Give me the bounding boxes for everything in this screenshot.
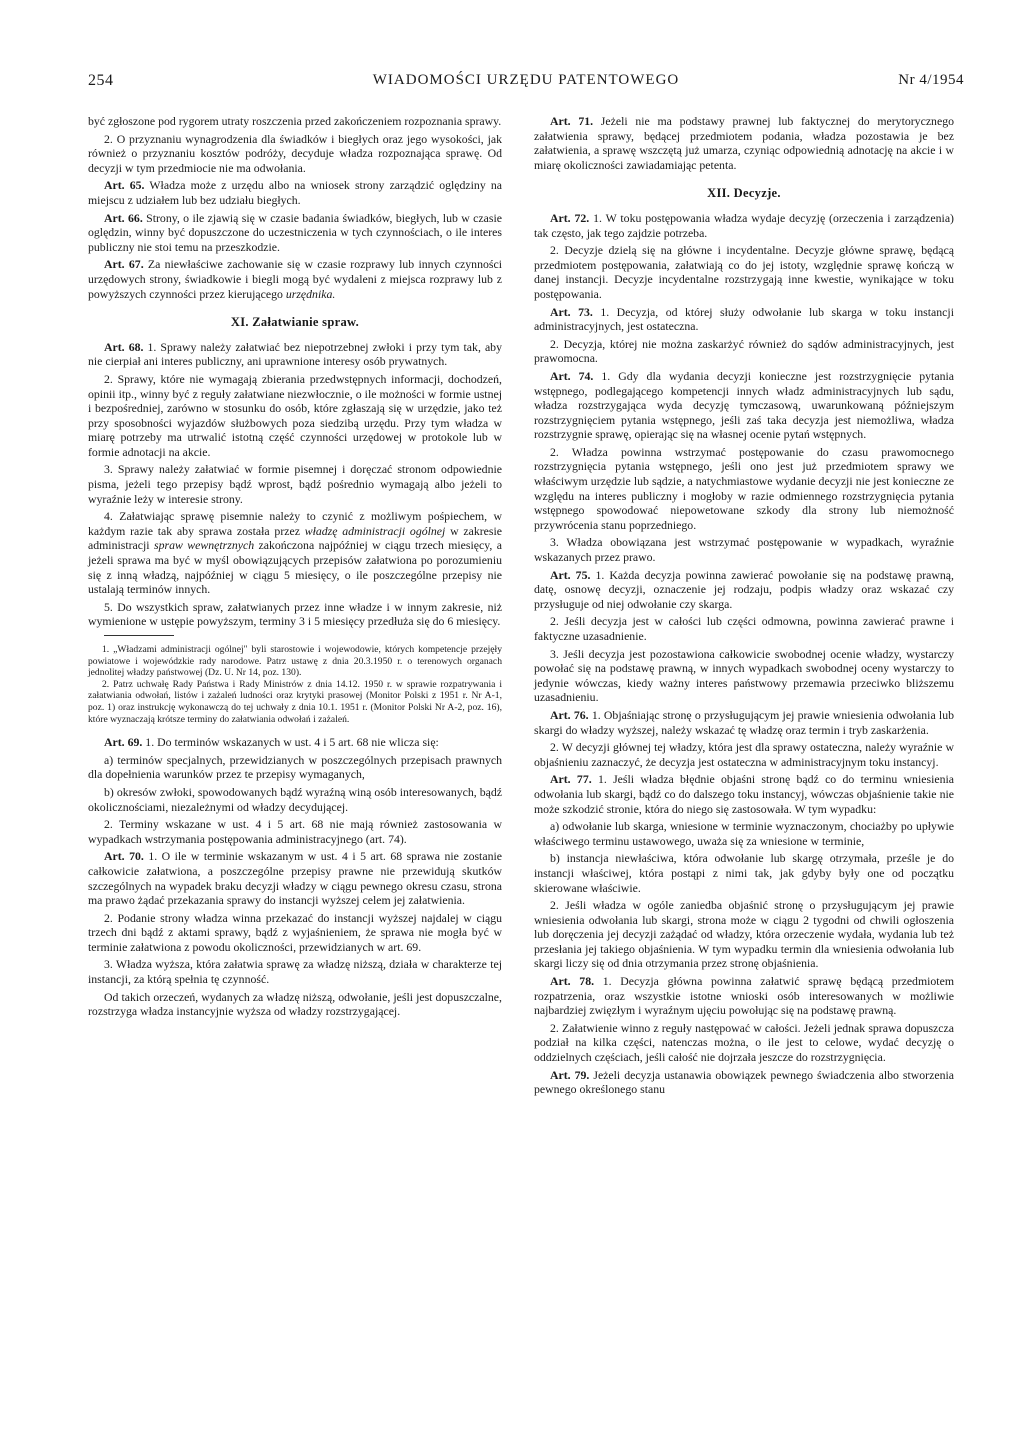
article-68 — [88, 340, 502, 369]
article-label: Art. 68. — [104, 339, 144, 354]
page-number: 254 — [88, 72, 114, 89]
article-label: Art. 75. — [550, 567, 591, 582]
article-text: 1. Każda decyzja powinna zawierać powołanie się na podstawę prawną, datę, osnowę decyzji, oznaczenie jej rodzaju, podpis władzy oraz wskazać czy przysługuje od niej odwołanie czy skarga. — [534, 567, 954, 611]
list-item: b) instancja niewłaściwa, która odwołanie lub skargę otrzymała, prześle je do instancji właściwej, która postąpi z nimi tak, jak gdyby były one od początku skierowane właściwie. — [534, 851, 954, 895]
article-label: Art. 77. — [550, 772, 592, 787]
section-heading-xi: XI. Załatwianie spraw. — [230, 315, 360, 330]
paragraph: 2. Terminy wskazane w ust. 4 i 5 art. 68 nie mają również zastosowania w wypadkach wstrzymania postępowania administracyjnego (art. 74). — [88, 817, 502, 846]
article-text: 1. Gdy dla wydania decyzji konieczne jest rozstrzygnięcie pytania wstępnego, podlegającego kompetencji innych władz administracyjnych lub sądu, władza rozstrzygająca wyda decyzję tymczasową, uwarunkowaną późniejszym rozstrzygnięciem pytania wstępnego, jeśli zaś taka decyzja jest niemożliwa, władza rozstrzygnie sprawę, opierając się na własnej ocenie pytań wstępnych. — [534, 368, 954, 442]
paragraph: 3. Sprawy należy załatwiać w formie pisemnej i doręczać stronom odpowiednie pisma, jeżeli tego przepisy bądź wprost, bądź pośrednio wymagają albo jeżeli to wyraźnie leży w interesie strony. — [88, 462, 502, 506]
article-label: Art. 67. — [104, 257, 144, 272]
article-label: Art. 78. — [550, 974, 595, 989]
paragraph: być zgłoszone pod rygorem utraty roszczenia przed zakończeniem rozpoznania sprawy. — [88, 114, 502, 128]
article-text: 1. W toku postępowania władza wydaje decyzję (orzeczenia i zarządzenia) tak często, jak tego zajdzie potrzeba. — [534, 210, 954, 240]
right-column — [534, 114, 954, 1100]
article-label: Art. 71. — [550, 114, 594, 128]
article-text: Jeżeli nie ma podstawy prawnej lub faktycznej do merytorycznego załatwienia sprawy, będącej przedmiotem podania, władza pozostawia je bez załatwienia, a sprawę wszczętą już umarza, czyniąc odpowiednią adnotację na akcie i w miarę okoliczności zawiadamiając petenta. — [534, 114, 954, 172]
article-label: Art. 65. — [104, 178, 145, 193]
paragraph: 2. Decyzja, której nie można zaskarżyć również do sądów administracyjnych, jest prawomocna. — [534, 336, 954, 366]
article-label: Art. 73. — [550, 304, 593, 319]
article-label: Art. 70. — [104, 849, 144, 864]
paragraph: 2. Władza powinna wstrzymać postępowanie do czasu prawomocnego rozstrzygnięcia pytania wstępnego, jeśli ono jest już przedmiotem sprawy we właściwym urzędzie lub sądzie, a natychmiastowe wydanie decyzji nie jest konieczne ze względu na interes publiczny i mogłoby w razie odmiennego rozstrzygnięcia pytania wstępnego spowodować niepowetowane szkody dla strony lub niemożność przywrócenia stanu poprzedniego. — [534, 444, 954, 532]
article-78 — [534, 974, 954, 1018]
paragraph: Od takich orzeczeń, wydanych za władzę niższą, odwołanie, jeśli jest dopuszczalne, rozstrzyga władza instancyjnie wyższa od władzy rozstrzygającej. — [88, 989, 502, 1019]
article-text: Jeżeli decyzja ustanawia obowiązek pewnego świadczenia albo stworzenia pewnego określonego stanu — [534, 1067, 954, 1097]
article-text: Władza może z urzędu albo na wniosek strony zarządzić oględziny na miejscu z udziałem lub bez udziału biegłych. — [88, 178, 502, 207]
article-72 — [534, 211, 954, 240]
paragraph: 2. Sprawy, które nie wymagają zbierania przedwstępnych informacji, dochodzeń, opinii itp., winny być z reguły załatwiane niezwłocznie, o ile możności w formie ustnej i bezpośredniej, zarówno w stosunku do osób, które zgłaszają się w urzędzie, jako też przy sposobności wyjazdów służbowych poza siedzibą urzędu. Przy tym władza w miarę potrzeby ma utrwalić istotną część czynności urzędowej w protokole lub w formie adnotacji na akcie. — [88, 371, 502, 459]
article-77 — [534, 772, 954, 816]
article-65 — [88, 178, 502, 207]
article-text: 1. Jeśli władza błędnie objaśni stronę bądź co do terminu wniesienia odwołania lub skargi, bądź co do dalszego toku instancyj, wówczas objaśnienie takie nie może szkodzić stronie, która do niego się zastosowała. W tym wypadku: — [534, 772, 954, 816]
article-67 — [88, 257, 502, 301]
paragraph: 2. O przyznaniu wynagrodzenia dla świadków i biegłych oraz jego wysokości, jak również o przyznaniu kosztów podróży, decyduje władza rozpoznająca sprawę. Od decyzji w tym przedmiocie nie ma odwołania. — [88, 131, 502, 175]
article-text: 1. Sprawy należy załatwiać bez niepotrzebnej zwłoki i przy tym tak, aby nie cierpiał ani interes publiczny, ani uprawnione interesy osób prywatnych. — [88, 339, 502, 369]
paragraph: 3. Jeśli decyzja jest pozostawiona całkowicie swobodnej ocenie władzy, wystarczy powołać się na podstawę prawną, w innych wypadkach swobodnej oceny wystarczy to jedynie wówczas, kiedy ważny interes państwowy przemawia przeciwko bliższemu uzasadnieniu. — [534, 646, 954, 705]
footnote-2: 2. Patrz uchwałę Rady Państwa i Rady Ministrów z dnia 14.12. 1950 r. w sprawie rozpatrywania i załatwiania odwołań, listów i zażaleń ludności oraz krytyki prasowej (Monitor Polski z 1951 r. Nr A-1, poz. 1) oraz instrukcję wykonawczą do tej uchwały z dnia 10.1. 1951 r. (Monitor Polski Nr A-2, poz. 16), które wyznaczają krótsze terminy do załatwiania odwołań i zażaleń. — [88, 678, 502, 725]
article-text: Za niewłaściwe zachowanie się w czasie rozprawy lub innych czynności urzędowych strony, świadkowie i biegli mogą być wydaleni z miejsca rozprawy lub z powyższych czynności przez kierującego — [88, 257, 502, 301]
paragraph: 3. Władza obowiązana jest wstrzymać postępowanie w wypadkach, wyraźnie wskazanych przez prawo. — [534, 535, 954, 565]
paragraph — [88, 509, 502, 597]
footnote-1: 1. „Władzami administracji ogólnej" byli starostowie i wojewodowie, których kompetencje przejęły powiatowe i wojewódzkie rady narodowe. Patrz ustawę z dnia 20.3.1950 r. o terenowych organach jednolitej władzy państwowej (Dz. U. Nr 14, poz. 130). — [88, 644, 502, 679]
section-heading-xii: XII. Decyzje. — [707, 186, 781, 201]
footnotes — [88, 644, 502, 725]
article-label: Art. 79. — [550, 1067, 590, 1082]
paragraph: 2. W decyzji głównej tej władzy, która jest dla sprawy ostateczna, należy wyraźnie w objaśnieniu zaznaczyć, że decyzja jest ostateczna w administracyjnym toku instancyj. — [534, 740, 954, 769]
paragraph: 2. Załatwienie winno z reguły następować w całości. Jeżeli jednak sprawa dopuszcza podział na kilka części, natenczas można, o ile jest to celowe, wydać decyzję o oddzielnych częściach, jeśli całość nie dojrzała jeszcze do rozstrzygnięcia. — [534, 1020, 954, 1065]
article-text: 1. O ile w terminie wskazanym w ust. 4 i 5 art. 68 sprawa nie zostanie całkowicie załatwiona, a poszczególne przepisy prawne nie przewidują skutków szczególnych na wypadek braku decyzji władzy w ciągu pewnego okresu czasu, strona ma prawo żądać przekazania sprawy do instancji wyższej celem jej załatwienia. — [88, 849, 502, 908]
article-66 — [88, 211, 502, 255]
article-71 — [534, 114, 954, 172]
text-run: w zakresie administracji — [88, 523, 502, 553]
paragraph: 2. Jeśli władza w ogóle zaniedba objaśnić stronę o przysługującym jej prawie wniesienia odwołania lub skargi, strona może w ciągu 2 tygodni od chwili ogłoszenia lub doręczenia jej decyzji zażądać od władzy, która orzeczenie wydała, wydania lub też przesłania jej takiego objaśnienia. W tym wypadku termin dla wniesienia odwołania lub skargi liczy się od dnia otrzymania przez stronę objaśnienia. — [534, 898, 954, 971]
page-header — [88, 72, 964, 96]
article-label: Art. 66. — [104, 210, 143, 225]
italic-run: spraw wewnętrznych — [154, 538, 255, 553]
list-item: a) odwołanie lub skarga, wniesione w terminie wyznaczonym, chociażby po upływie właściwego terminu ustawowego, uważa się za wniesione w terminie, — [534, 819, 954, 848]
paragraph: 3. Władza wyższa, która załatwia sprawę za władzę niższą, działa w charakterze tej instancji, za którą spełnia tę czynność. — [88, 957, 502, 987]
article-text: 1. Decyzja, od której służy odwołanie lub skarga w toku instancji administracyjnych, jest ostateczna. — [534, 304, 954, 334]
article-text: Strony, o ile zjawią się w czasie badania świadków, biegłych, lub w czasie oględzin, winny być dopuszczone do uczestniczenia w tych czynnościach, o ile interes publiczny nie stoi temu na przeszkodzie. — [88, 210, 502, 254]
paragraph: 5. Do wszystkich spraw, załatwianych przez inne władze i w innym zakresie, niż wymienione w ustępie powyższym, terminy 3 i 5 miesięcy przedłuża się do 6 miesięcy. — [88, 599, 502, 629]
paragraph: 2. Podanie strony władza winna przekazać do instancji wyższej najdalej w ciągu trzech dni bądź z aktami sprawy, bądź z wyjaśnieniem, że sprawa nie mogła być w terminie załatwiona z powodu okoliczności, przewidzianych w art. 69. — [88, 910, 502, 954]
paragraph: 2. Decyzje dzielą się na główne i incydentalne. Decyzje główne sprawę, będącą przedmiotem postępowania, załatwiają co do jej istoty, względnie sprawę kończą w danej instancji. Decyzje incydentalne rozstrzygają inne kwestie, wynikające w toku postępowania. — [534, 243, 954, 301]
paragraph: 2. Jeśli decyzja jest w całości lub części odmowna, powinna zawierać prawne i faktyczne uzasadnienie. — [534, 614, 954, 643]
article-label: Art. 76. — [550, 707, 589, 722]
article-76 — [534, 708, 954, 737]
article-text: 1. Objaśniając stronę o przysługującym jej prawie wniesienia odwołania lub skargi do władzy wyższej, należy wskazać tę władzę oraz termin i tryb zaskarżenia. — [534, 707, 954, 737]
article-79 — [534, 1068, 954, 1097]
italic-run: władzę administracji ogólnej — [304, 523, 446, 538]
article-label: Art. 74. — [550, 368, 594, 383]
article-text-italic: urzędnika. — [285, 286, 336, 301]
article-69 — [88, 735, 502, 750]
list-item: a) terminów specjalnych, przewidzianych w poszczególnych przepisach prawnych dla dopełnienia warunków przez te przepisy wymaganych, — [88, 752, 502, 782]
article-70 — [88, 849, 502, 907]
article-text: 1. Do terminów wskazanych w ust. 4 i 5 art. 68 nie wlicza się: — [142, 735, 439, 750]
article-73 — [534, 305, 954, 334]
journal-title: WIADOMOŚCI URZĘDU PATENTOWEGO — [372, 72, 680, 88]
footnote-divider — [104, 635, 174, 636]
text-run: zakończona najpóźniej w ciągu trzech miesięcy, a jeżeli sprawa ma być w myśl obowiązujących przepisów załatwiona po porozumieniu się z inną władzą, najpóźniej w ciągu 5 miesięcy, o ile poszczególne przepisy nie ustalają terminów innych. — [88, 538, 502, 597]
left-column — [88, 114, 502, 1022]
text-run: 4. Załatwiając sprawę pisemnie należy to czynić z możliwym pośpiechem, w każdym razie tak aby sprawa została przez — [88, 509, 502, 538]
article-75 — [534, 568, 954, 612]
article-label: Art. 69. — [104, 735, 143, 750]
article-text: 1. Decyzja główna powinna załatwić sprawę będącą przedmiotem rozpatrzenia, oraz wszystkie istotne wnioski osób interesowanych w możliwie najbardziej zwięzłym i wyraźnym ujęciu powołując się na podstawę prawną. — [534, 974, 954, 1018]
issue-number: Nr 4/1954 — [898, 72, 964, 88]
article-label: Art. 72. — [550, 210, 590, 225]
list-item: b) okresów zwłoki, spowodowanych bądź wyraźną winą osób interesowanych, bądź okolicznościami, niezależnymi od władzy decydującej. — [88, 784, 502, 814]
article-74 — [534, 369, 954, 442]
